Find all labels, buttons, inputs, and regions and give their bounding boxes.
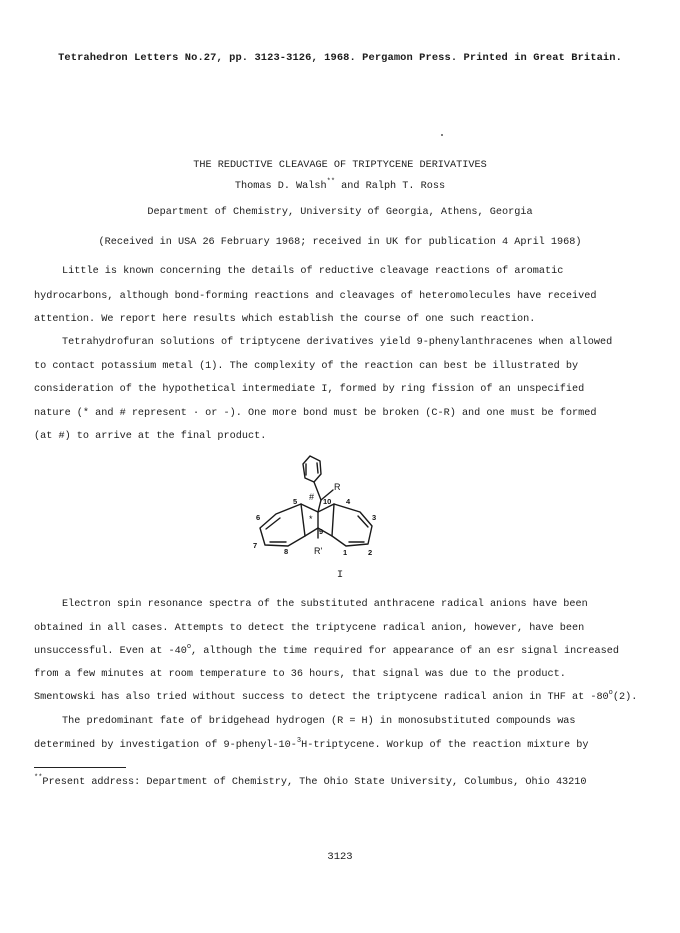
label-hash: # (309, 492, 315, 502)
body-line: Electron spin resonance spectra of the substituted anthracene radical anions have been (62, 599, 588, 610)
body-line: consideration of the hypothetical intermediate I, formed by ring fission of an unspecified (34, 384, 585, 395)
journal-header: Tetrahedron Letters No.27, pp. 3123-3126, 1968. Pergamon Press. Printed in Great Britain. (58, 52, 622, 64)
left-ring (260, 504, 318, 546)
body-line: attention. We report here results which establish the course of one such reaction. (34, 314, 536, 325)
label-9: 9 (319, 527, 324, 536)
label-7: 7 (253, 541, 258, 550)
body-line: nature (* and # represent · or -). One more bond must be broken (C-R) and one must be formed (34, 408, 597, 419)
label-2: 2 (368, 548, 373, 557)
text-segment: unsuccessful. Even at -40 (34, 646, 187, 657)
label-10: 10 (323, 497, 332, 506)
footnote-text: Present address: Department of Chemistry, The Ohio State University, Columbus, Ohio 43210 (42, 777, 587, 788)
author-2: and Ralph T. Ross (335, 181, 446, 192)
print-speck (441, 134, 443, 136)
body-line: (at #) to arrive at the final product. (34, 431, 267, 442)
label-r-prime: R' (314, 546, 323, 556)
phenyl-bridge-bond (314, 482, 321, 500)
phenyl-double-bond (317, 463, 318, 473)
author-footnote-mark: ** (326, 178, 336, 186)
text-segment: determined by investigation of 9-phenyl-10- (34, 740, 297, 751)
degree-sign: o (186, 643, 192, 651)
authors (0, 178, 680, 192)
body-line: obtained in all cases. Attempts to detect the triptycene radical anion, however, have been (34, 623, 585, 634)
label-3: 3 (372, 513, 377, 522)
body-line: to contact potassium metal (1). The complexity of the reaction can best be illustrated by (34, 361, 579, 372)
text-segment: (2). (612, 692, 638, 703)
left-ring-fusion-bond (301, 504, 305, 536)
body-line: from a few minutes at room temperature to 36 hours, that signal was due to the product. (34, 669, 566, 680)
received-dates: (Received in USA 26 February 1968; received in UK for publication 4 April 1968) (98, 237, 582, 248)
label-1: 1 (343, 548, 348, 557)
label-6: 6 (256, 513, 261, 522)
right-ring-double-bond (358, 516, 368, 527)
footnote (34, 774, 587, 788)
right-ring (318, 504, 372, 546)
isotope-superscript: 3 (296, 737, 302, 745)
footnote-mark: ** (34, 774, 43, 782)
text-segment: Smentowski has also tried without success to detect the triptycene radical anion in THF at -80 (34, 692, 609, 703)
affiliation: Department of Chemistry, University of Georgia, Athens, Georgia (147, 207, 533, 218)
body-line: The predominant fate of bridgehead hydrogen (R = H) in monosubstituted compounds was (62, 716, 576, 727)
label-5: 5 (293, 497, 298, 506)
label-4: 4 (346, 497, 351, 506)
label-8: 8 (284, 547, 289, 556)
label-star: * (309, 514, 313, 524)
paper-title: THE REDUCTIVE CLEAVAGE OF TRIPTYCENE DERIVATIVES (193, 160, 487, 171)
body-line: hydrocarbons, although bond-forming reactions and cleavages of heteromolecules have received (34, 291, 597, 302)
body-line: Little is known concerning the details of reductive cleavage reactions of aromatic (62, 266, 564, 277)
text-segment: , although the time required for appearance of an esr signal increased (191, 646, 619, 657)
author-1: Thomas D. Walsh (234, 181, 327, 192)
body-line (34, 689, 638, 703)
triptycene-structure-diagram (248, 454, 398, 566)
page-number: 3123 (327, 851, 353, 863)
body-line (34, 643, 619, 657)
right-ring-fusion-bond (332, 504, 334, 536)
structure-label: I (336, 569, 344, 581)
footnote-rule (34, 767, 126, 768)
body-line: Tetrahydrofuran solutions of triptycene derivatives yield 9-phenylanthracenes when allowed (62, 337, 613, 348)
degree-sign: o (608, 689, 613, 697)
text-segment: H-triptycene. Workup of the reaction mixture by (301, 740, 589, 751)
label-r: R (334, 482, 341, 492)
body-line (34, 737, 589, 751)
left-ring-double-bond (266, 518, 280, 529)
